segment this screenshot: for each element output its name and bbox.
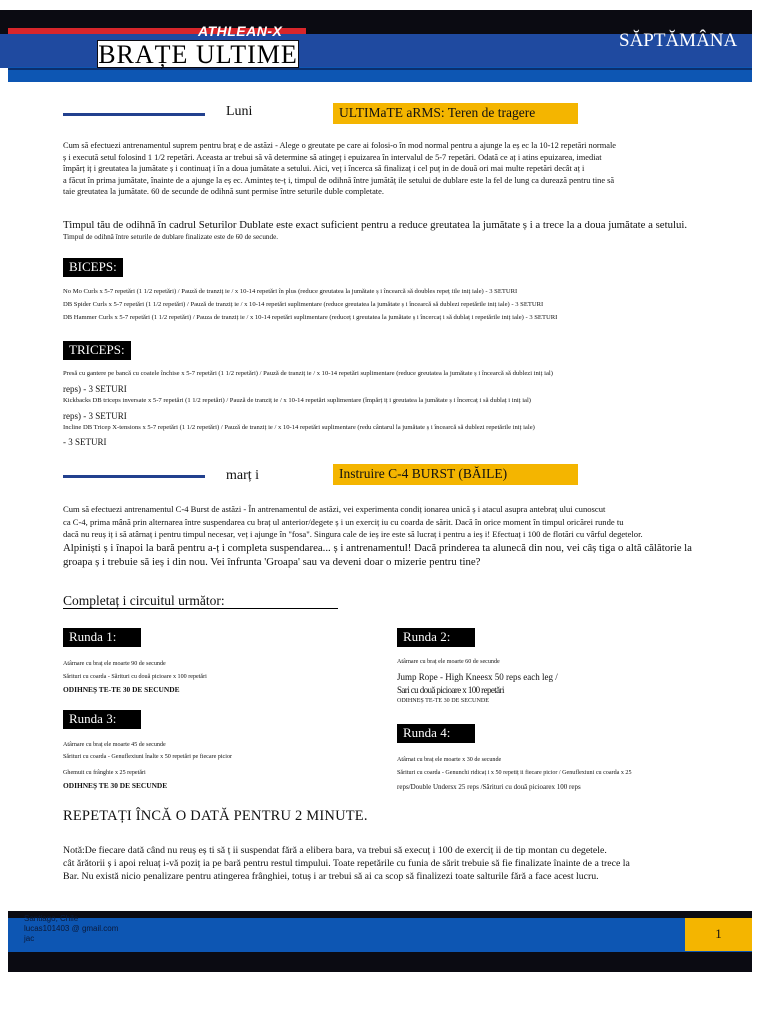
title-logo-text: BRAȚE ULTIME <box>98 40 298 69</box>
footer-extra: jac <box>24 934 35 943</box>
round2-line: Jump Rope - High Kneesx 50 reps each leg / <box>397 672 558 682</box>
biceps-label: BICEPS: <box>63 258 123 277</box>
triceps-line: Kickbacks DB triceps inversate x 5-7 repetări (1 1/2 repetări) / Pauză de tranziț ie / x 10-14 repetări suplimentare (împărț iț i greutatea la jumătate ș i încercaț i să dublaț i iniț ial) <box>63 397 531 404</box>
day1-intro-line: Cum să efectuezi antrenamentul suprem pentru braț e de astăzi - Alege o greutate pe care ai folosi-o în mod normal pentru a ajunge la eș ec la 10-12 repetări normale <box>63 141 616 150</box>
day1-tag: ULTIMaTE aRMS: Teren de tragere <box>333 103 578 124</box>
week-title: SĂPTĂMÂNA <box>619 30 738 51</box>
round3-line: Atârnare cu braț ele moarte 45 de secunde <box>63 742 166 748</box>
day2-intro-line: Cum să efectuezi antrenamentul C-4 Burst de astăzi - În antrenamentul de astăzi, vei experimenta condiț ionarea unică ș i atacul asupra antebraț ului cunoscut <box>63 504 606 514</box>
triceps-line: Incline DB Tricep X-tensions x 5-7 repetări (1 1/2 repetări) / Pauză de tranziț ie / x 10-14 repetări suplimentare (redu cântarul la jumătate ș i încearcă să dublezi repetările iniț iale) <box>63 424 535 431</box>
round2-line: Sari cu două picioare x 100 repetări <box>397 685 504 695</box>
round2-rest: ODIHNEȘ TE-TE 30 DE SECUNDE <box>397 698 489 704</box>
round2-line: Atârnare cu braț ele moarte 60 de secunde <box>397 659 500 665</box>
round4-line: reps/Double Undersx 25 reps /Sărituri cu două picioarex 100 reps <box>397 783 581 791</box>
day2-intro-large <box>63 542 723 569</box>
day2-intro-line: dacă nu reuș iț i să atârnaț i pentru timpul necesar, veț i ajunge în "fosa". Singura cale de ieș ire este să lucraț i pentru a ieș i! Efectuaț i 100 de flotări cu vârful degetelor. <box>63 529 643 540</box>
page-number-box <box>685 918 752 951</box>
round4-line: Sărituri cu coarda - Genunchi ridicaț i x 50 repetiț ii fiecare picior / Genuflexiuni cu coarda x 25 <box>397 770 632 776</box>
day1-intro-line: împărț iț i greutatea la jumătate ș i continuaț i în a doua jumătate a setului. Aici, veț i încerca să finalizaț i cel puț in de două ori mai multe repetări decât aț i <box>63 164 585 174</box>
round1-rest: ODIHNEȘ TE-TE 30 DE SECUNDE <box>63 685 180 694</box>
round4-line: Atârnat cu braț ele moarte x 30 de secunde <box>397 757 502 763</box>
triceps-line-end: - 3 SETURI <box>63 437 107 447</box>
day1-name: Luni <box>226 104 253 119</box>
circuit-title: Completaț i circuitul următor: <box>63 593 225 608</box>
footer-email: lucas101403 @ gmail.com <box>24 924 119 933</box>
biceps-line: DB Hammer Curls x 5-7 repetări (1 1/2 repetări) / Pauza de tranziț ie / x 10-14 repetări suplimentare (reduceț i greutatea la jumătate ș i încercaț i să dublaț i repetările iniț iale) - 3 SETURI <box>63 314 558 321</box>
rest-note: Timpul de odihnă între seturile de dublare finalizate este de 60 de secunde. <box>63 233 279 241</box>
footer-contact <box>24 914 118 944</box>
round1-line: Atârnare cu braț ele moarte 90 de secunde <box>63 661 166 667</box>
rest-main: Timpul tău de odihnă în cadrul Seturilor Dublate este exact suficient pentru a reduce greutatea la jumătate ș i a trece la a doua jumătate a setului. <box>63 219 688 231</box>
round3-rest: ODIHNEȘ TE 30 DE SECUNDE <box>63 781 168 790</box>
day2-name: marț i <box>226 468 260 483</box>
day1-intro <box>63 140 703 198</box>
day2-intro-line: groapa ș i trebuie să ieș i din nou. Vei înfrunta 'Groapa' sau va deveni doar o mizerie pentru tine? <box>63 555 481 568</box>
round3-label: Runda 3: <box>63 710 141 729</box>
note-line: cât ărătorii ș i apoi reluaț i-vă poziț ia pe bară pentru restul timpului. Toate repetările cu funia de sărit trebuie să fie finalizate înainte de a trece la <box>63 858 630 869</box>
repeat-instruction: REPETAȚI ÎNCĂ O DATĂ PENTRU 2 MINUTE. <box>63 808 368 824</box>
round1-line: Sărituri cu coarda - Sărituri cu două picioare x 100 repetări <box>63 674 207 680</box>
triceps-label: TRICEPS: <box>63 341 131 360</box>
note-line: Bar. Nu există nicio penalizare pentru atingerea frânghiei, totuș i ar trebui să ai ca scop să finalizezi toate salturile fără a face acest lucru. <box>63 871 599 882</box>
biceps-line: DB Spider Curls x 5-7 repetări (1 1/2 repetări) / Pauză de tranziț ie / x 10-14 repetări suplimentare (reduce greutatea la jumătate ș i încearcă să dublezi repetările iniț iale) - 3 SETURI <box>63 301 544 308</box>
footer-blue-band <box>8 918 752 953</box>
round1-label: Runda 1: <box>63 628 141 647</box>
round4-label: Runda 4: <box>397 724 475 743</box>
day1-intro-line: taie greutatea la jumătate. 60 de secunde de odihnă sunt permise între seturile duble completate. <box>63 187 384 197</box>
triceps-line: Presă cu gantere pe bancă cu coatele închise x 5-7 repetări (1 1/2 repetări) / Pauză de tranziț ie / x 10-14 repetări suplimentare (reduce greutatea la jumătate ș i încearcă să dublezi iniț ial) <box>63 370 553 377</box>
day2-intro <box>63 503 703 541</box>
circuit-rule <box>63 608 338 609</box>
biceps-line: No Mo Curls x 5-7 repetări (1 1/2 repetări) / Pauză de tranziț ie / x 10-14 repetări în plus (reduce greutatea la jumătate ș i încearcă să doubles repeț iile iniț iale) - 3 SETURI <box>63 288 518 295</box>
day2-tag: Instruire C-4 BURST (BĂILE) <box>333 464 578 485</box>
brand-logo: ATHLEAN-X <box>198 23 283 39</box>
day1-rule <box>63 113 205 116</box>
day1-intro-line: a făcut în prima jumătate, înainte de a ajunge la eș ec. Aminteș te-ț i, timpul de odihnă între jumătăț ile setului de dublare este la fel de lung ca durează pentru tine să <box>63 175 615 185</box>
triceps-line-end: reps) - 3 SETURI <box>63 411 127 421</box>
day2-intro-line: ca C-4, prima mână prin alternarea între suspendarea cu braț ul anterior/degete ș i un exerciț iu cu coarda de sărit. Dacă în orice moment în timpul oricărei runde tu <box>63 516 624 527</box>
title-logo-box <box>97 40 299 68</box>
round2-label: Runda 2: <box>397 628 475 647</box>
day2-intro-line: Alpiniști ș i înapoi la bară pentru a-ț i completa suspendarea... ș i antrenamentul! Dacă prinderea ta alunecă din nou, vei câș tiga o altă călătorie la <box>63 542 692 554</box>
triceps-line-end: reps) - 3 SETURI <box>63 384 127 394</box>
penalty-note <box>63 844 743 883</box>
footer-city: Santiago, Chile <box>24 914 79 923</box>
page-number: 1 <box>715 926 722 941</box>
round3-line: Sărituri cu coarda - Genuflexiuni înalte x 50 repetări pe fiecare picior <box>63 754 233 760</box>
footer-bottom-band <box>8 952 752 972</box>
note-line: Notă:De fiecare dată când nu reuș eș ti să ț ii suspendat fără a elibera bara, va trebui să execuț i 100 de exerciț ii de tip montan cu degetele. <box>63 845 607 856</box>
day2-rule <box>63 475 205 478</box>
round3-line: Ghemuit cu frânghie x 25 repetări <box>63 770 146 776</box>
day1-intro-line: ș i execută setul folosind 1 1/2 repetări. Aceasta ar trebui să vă determine să atingeț i epuizarea în intervalul de 5-7 repetări. Odată ce aț i atins epuizarea, imediat <box>63 152 602 162</box>
